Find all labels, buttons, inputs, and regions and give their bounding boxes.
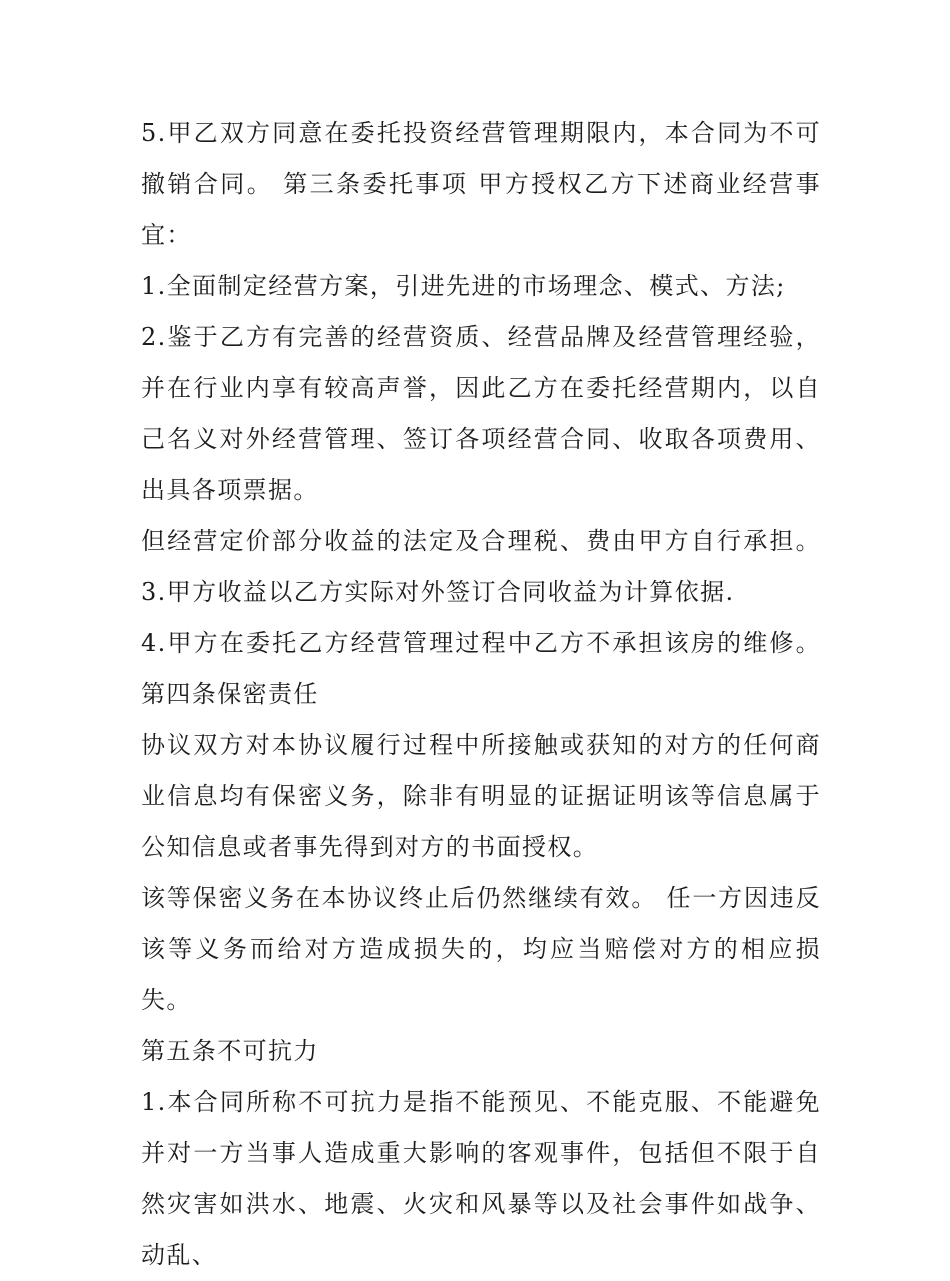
paragraph-item-4-and-article-4: 4.甲方在委托乙方经营管理过程中乙方不承担该房的维修。 第四条保密责任 <box>141 629 821 708</box>
paragraph-item-2: 2.鉴于乙方有完善的经营资质、经营品牌及经营管理经验，并在行业内享有较高声誉，因此乙方在委托经营期内，以自己名义对外经营管理、签订各项经营合同、收取各项费用、出具各项票据。 <box>141 323 821 504</box>
heading-article-5: 第五条不可抗力 <box>141 1037 319 1065</box>
paragraph-item-1: 1.全面制定经营方案，引进先进的市场理念、模式、方法; <box>141 272 786 300</box>
paragraph-tax-and-item-3: 但经营定价部分收益的法定及合理税、费由甲方自行承担。 3.甲方收益以乙方实际对外签订合同收益为计算依据. <box>141 527 821 606</box>
paragraph-force-majeure-1: 1.本合同所称不可抗力是指不能预见、不能克服、不能避免并对一方当事人造成重大影响的客观事件，包括但不限于自然灾害如洪水、地震、火灾和风暴等以及社会事件如战争、动乱、 <box>141 1088 821 1269</box>
paragraph-5-term: 5.甲乙双方同意在委托投资经营管理期限内，本合同为不可撤销合同。 第三条委托事项 甲方授权乙方下述商业经营事宜： <box>141 119 821 249</box>
document-body <box>141 108 821 1281</box>
paragraph-confidentiality-duration: 该等保密义务在本协议终止后仍然继续有效。 任一方因违反该等义务而给对方造成损失的，均应当赔偿对方的相应损失。 <box>141 884 821 1014</box>
paragraph-confidentiality: 协议双方对本协议履行过程中所接触或获知的对方的任何商业信息均有保密义务，除非有明显的证据证明该等信息属于公知信息或者事先得到对方的书面授权。 <box>141 731 821 861</box>
